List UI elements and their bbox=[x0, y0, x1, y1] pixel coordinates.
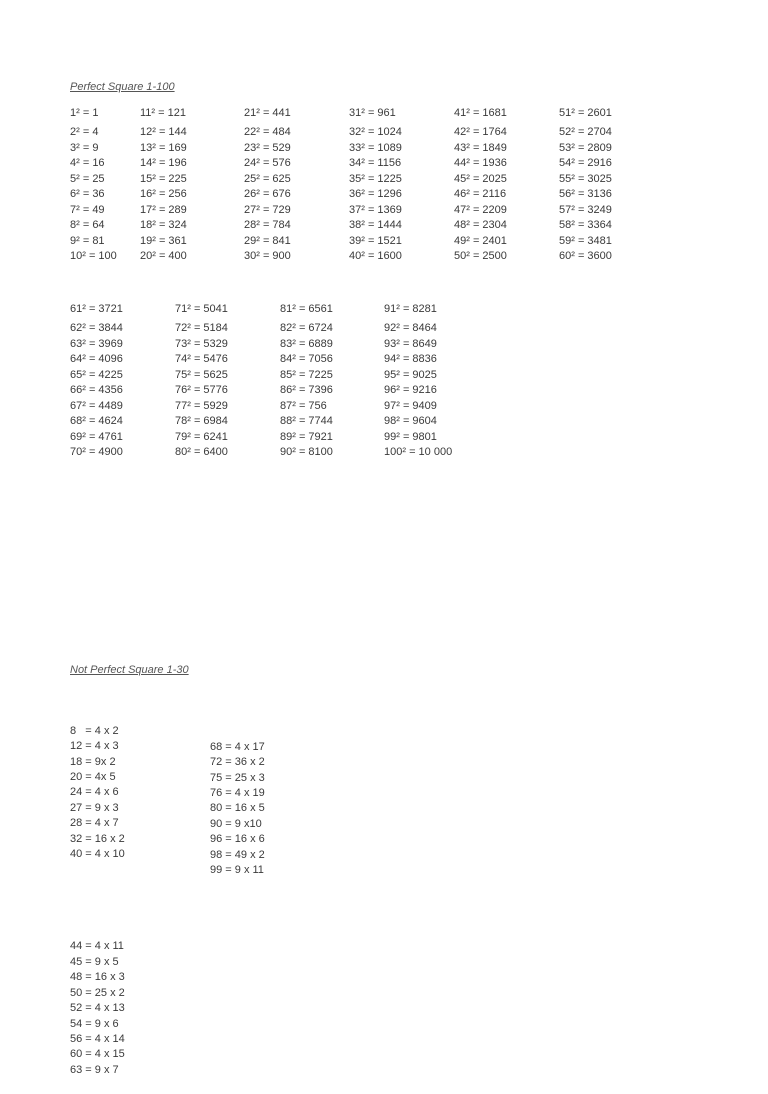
factor-entry: 27 = 9 x 3 bbox=[70, 801, 119, 814]
square-entry: 96² = 9216 bbox=[384, 384, 437, 396]
square-entry: 55² = 3025 bbox=[559, 172, 612, 185]
square-entry: 33² = 1089 bbox=[349, 141, 402, 154]
square-column bbox=[384, 302, 452, 461]
square-entry: 9² = 81 bbox=[70, 234, 105, 247]
square-entry: 99² = 9801 bbox=[384, 430, 437, 443]
factor-entry: 63 = 9 x 7 bbox=[70, 1063, 119, 1076]
square-entry: 6² = 36 bbox=[70, 188, 105, 200]
square-column bbox=[349, 106, 402, 265]
square-entry: 73² = 5329 bbox=[175, 337, 228, 350]
square-entry: 18² = 324 bbox=[140, 219, 187, 231]
square-entry: 81² = 6561 bbox=[280, 303, 333, 315]
square-entry: 13² = 169 bbox=[140, 141, 187, 154]
square-entry: 71² = 5041 bbox=[175, 303, 228, 315]
square-entry: 47² = 2209 bbox=[454, 203, 507, 216]
factor-entry: 18 = 9x 2 bbox=[70, 755, 116, 768]
square-entry: 63² = 3969 bbox=[70, 337, 123, 350]
factor-entry: 54 = 9 x 6 bbox=[70, 1017, 119, 1030]
square-entry: 53² = 2809 bbox=[559, 141, 612, 154]
square-entry: 54² = 2916 bbox=[559, 157, 612, 169]
not-perfect-left-column bbox=[70, 693, 125, 1094]
factor-entry: 60 = 4 x 15 bbox=[70, 1048, 125, 1061]
square-entry: 36² = 1296 bbox=[349, 188, 402, 200]
square-entry: 25² = 625 bbox=[244, 172, 291, 185]
factor-entry: 48 = 16 x 3 bbox=[70, 971, 125, 984]
square-entry: 26² = 676 bbox=[244, 188, 291, 200]
square-entry: 66² = 4356 bbox=[70, 384, 123, 396]
square-entry: 16² = 256 bbox=[140, 188, 187, 200]
square-column bbox=[454, 106, 507, 265]
square-entry: 17² = 289 bbox=[140, 203, 187, 216]
factor-entry: 20 = 4x 5 bbox=[70, 771, 116, 784]
square-entry: 98² = 9604 bbox=[384, 415, 437, 427]
square-entry: 62² = 3844 bbox=[70, 322, 123, 334]
square-entry: 60² = 3600 bbox=[559, 250, 612, 262]
square-column bbox=[70, 106, 117, 265]
square-entry: 35² = 1225 bbox=[349, 172, 402, 185]
square-column bbox=[559, 106, 612, 265]
square-entry: 90² = 8100 bbox=[280, 446, 333, 458]
square-entry: 74² = 5476 bbox=[175, 353, 228, 365]
square-entry: 84² = 7056 bbox=[280, 353, 333, 365]
square-column bbox=[140, 106, 187, 265]
square-entry: 93² = 8649 bbox=[384, 337, 437, 350]
square-entry: 45² = 2025 bbox=[454, 172, 507, 185]
factor-entry: 75 = 25 x 3 bbox=[210, 771, 265, 784]
square-entry: 1² = 1 bbox=[70, 107, 99, 119]
square-entry: 72² = 5184 bbox=[175, 322, 228, 334]
square-entry: 86² = 7396 bbox=[280, 384, 333, 396]
square-entry: 30² = 900 bbox=[244, 250, 291, 262]
square-column bbox=[244, 106, 291, 265]
square-entry: 92² = 8464 bbox=[384, 322, 437, 334]
square-entry: 2² = 4 bbox=[70, 126, 99, 138]
square-entry: 91² = 8281 bbox=[384, 303, 437, 315]
factor-entry: 8 = 4 x 2 bbox=[70, 724, 119, 737]
square-entry: 78² = 6984 bbox=[175, 415, 228, 427]
square-entry: 39² = 1521 bbox=[349, 234, 402, 247]
factor-entry: 28 = 4 x 7 bbox=[70, 817, 119, 830]
square-entry: 64² = 4096 bbox=[70, 353, 123, 365]
factor-entry: 44 = 4 x 11 bbox=[70, 940, 124, 953]
square-entry: 12² = 144 bbox=[140, 126, 187, 138]
factor-entry: 98 = 49 x 2 bbox=[210, 848, 265, 861]
factor-entry: 90 = 9 x10 bbox=[210, 817, 262, 830]
square-entry: 70² = 4900 bbox=[70, 446, 123, 458]
square-entry: 68² = 4624 bbox=[70, 415, 123, 427]
square-entry: 15² = 225 bbox=[140, 172, 187, 185]
factor-entry: 12 = 4 x 3 bbox=[70, 740, 119, 753]
square-entry: 14² = 196 bbox=[140, 157, 187, 169]
square-entry: 77² = 5929 bbox=[175, 399, 228, 412]
square-entry: 41² = 1681 bbox=[454, 107, 507, 119]
square-entry: 82² = 6724 bbox=[280, 322, 333, 334]
square-entry: 42² = 1764 bbox=[454, 126, 507, 138]
square-entry: 100² = 10 000 bbox=[384, 446, 453, 458]
square-entry: 3² = 9 bbox=[70, 141, 99, 154]
square-entry: 37² = 1369 bbox=[349, 203, 402, 216]
square-column bbox=[70, 302, 123, 461]
square-entry: 10² = 100 bbox=[70, 250, 117, 262]
square-entry: 7² = 49 bbox=[70, 203, 105, 216]
square-entry: 83² = 6889 bbox=[280, 337, 333, 350]
factor-entry: 76 = 4 x 19 bbox=[210, 787, 265, 800]
square-entry: 32² = 1024 bbox=[349, 126, 402, 138]
factor-entry: 52 = 4 x 13 bbox=[70, 1002, 125, 1015]
not-perfect-right-column bbox=[210, 709, 265, 894]
square-entry: 94² = 8836 bbox=[384, 353, 437, 365]
square-entry: 22² = 484 bbox=[244, 126, 291, 138]
factor-entry: 68 = 4 x 17 bbox=[210, 740, 265, 753]
square-entry: 48² = 2304 bbox=[454, 219, 507, 231]
square-entry: 69² = 4761 bbox=[70, 430, 123, 443]
factor-entry: 80 = 16 x 5 bbox=[210, 802, 265, 815]
factor-entry: 40 = 4 x 10 bbox=[70, 848, 125, 861]
square-entry: 88² = 7744 bbox=[280, 415, 333, 427]
factor-entry: 50 = 25 x 2 bbox=[70, 986, 125, 999]
square-entry: 75² = 5625 bbox=[175, 368, 228, 381]
perfect-square-heading: Perfect Square 1-100 bbox=[70, 81, 175, 93]
square-column bbox=[280, 302, 333, 461]
square-column bbox=[175, 302, 228, 461]
square-entry: 46² = 2116 bbox=[454, 188, 507, 200]
square-entry: 19² = 361 bbox=[140, 234, 187, 247]
square-entry: 21² = 441 bbox=[244, 107, 291, 119]
square-entry: 52² = 2704 bbox=[559, 126, 612, 138]
square-entry: 65² = 4225 bbox=[70, 368, 123, 381]
square-entry: 40² = 1600 bbox=[349, 250, 402, 262]
square-entry: 11² = 121 bbox=[140, 107, 186, 119]
square-entry: 43² = 1849 bbox=[454, 141, 507, 154]
square-entry: 50² = 2500 bbox=[454, 250, 507, 262]
factor-entry: 99 = 9 x 11 bbox=[210, 864, 264, 877]
square-entry: 95² = 9025 bbox=[384, 368, 437, 381]
square-entry: 89² = 7921 bbox=[280, 430, 333, 443]
factor-entry: 96 = 16 x 6 bbox=[210, 833, 265, 846]
square-entry: 31² = 961 bbox=[349, 107, 396, 119]
square-entry: 4² = 16 bbox=[70, 157, 105, 169]
not-perfect-square-heading: Not Perfect Square 1-30 bbox=[70, 664, 189, 676]
factor-entry: 45 = 9 x 5 bbox=[70, 955, 119, 968]
square-entry: 51² = 2601 bbox=[559, 107, 612, 119]
square-entry: 24² = 576 bbox=[244, 157, 291, 169]
square-entry: 59² = 3481 bbox=[559, 234, 612, 247]
factor-entry: 32 = 16 x 2 bbox=[70, 832, 125, 845]
square-entry: 79² = 6241 bbox=[175, 430, 228, 443]
factor-entry: 72 = 36 x 2 bbox=[210, 756, 265, 769]
square-entry: 8² = 64 bbox=[70, 219, 105, 231]
factor-entry: 56 = 4 x 14 bbox=[70, 1032, 125, 1045]
square-entry: 97² = 9409 bbox=[384, 399, 437, 412]
square-entry: 27² = 729 bbox=[244, 203, 291, 216]
square-entry: 56² = 3136 bbox=[559, 188, 612, 200]
square-entry: 29² = 841 bbox=[244, 234, 291, 247]
square-entry: 44² = 1936 bbox=[454, 157, 507, 169]
square-entry: 61² = 3721 bbox=[70, 303, 123, 315]
square-entry: 20² = 400 bbox=[140, 250, 187, 262]
square-entry: 76² = 5776 bbox=[175, 384, 228, 396]
square-entry: 49² = 2401 bbox=[454, 234, 507, 247]
square-entry: 85² = 7225 bbox=[280, 368, 333, 381]
square-entry: 28² = 784 bbox=[244, 219, 291, 231]
square-entry: 34² = 1156 bbox=[349, 157, 402, 169]
square-entry: 57² = 3249 bbox=[559, 203, 612, 216]
square-entry: 23² = 529 bbox=[244, 141, 291, 154]
factor-entry: 24 = 4 x 6 bbox=[70, 786, 119, 799]
square-entry: 38² = 1444 bbox=[349, 219, 402, 231]
square-entry: 87² = 756 bbox=[280, 399, 327, 412]
square-entry: 5² = 25 bbox=[70, 172, 105, 185]
square-entry: 67² = 4489 bbox=[70, 399, 123, 412]
square-entry: 58² = 3364 bbox=[559, 219, 612, 231]
square-entry: 80² = 6400 bbox=[175, 446, 228, 458]
